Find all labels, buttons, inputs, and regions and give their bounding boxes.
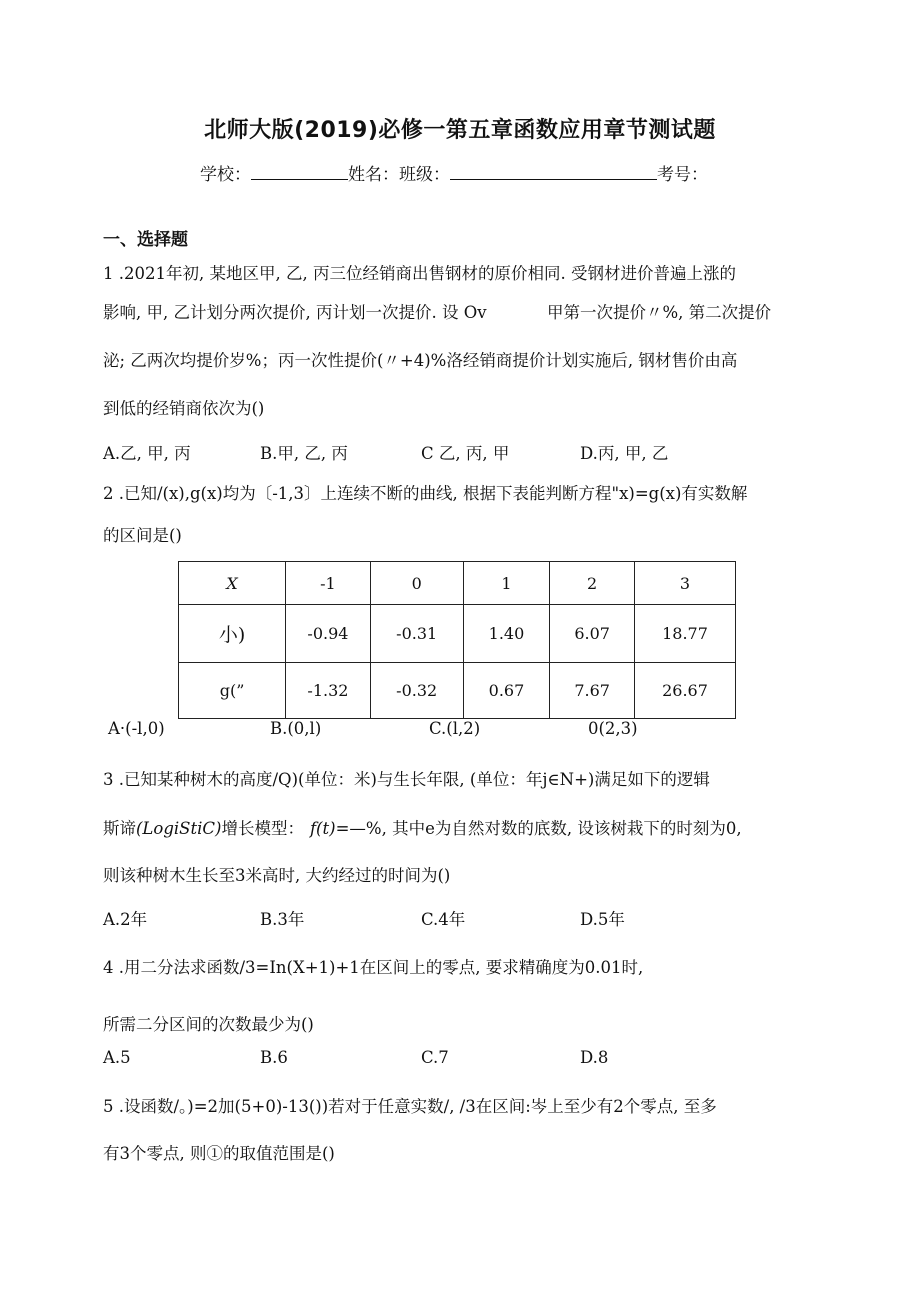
- q3-text: 斯谛: [103, 819, 136, 838]
- q4-option-c: C.7: [421, 1048, 449, 1067]
- q3-formula: f(t): [309, 819, 336, 838]
- table-cell: 小): [179, 605, 286, 663]
- q5-line1: 5 .设函数/。)=2加(5+0)-13())若对于任意实数/, /3在区间:岑上至少有2个零点, 至多: [103, 1097, 717, 1116]
- table-cell: 3: [634, 562, 735, 605]
- q3-option-d: D.5年: [580, 910, 625, 929]
- table-cell: 2: [550, 562, 635, 605]
- table-cell: -0.94: [286, 605, 371, 663]
- q3-model-name: (LogiStiC): [136, 819, 222, 838]
- q4-option-b: B.6: [260, 1048, 288, 1067]
- q1-line3: 泌; 乙两次均提价岁%；丙一次性提价(〃+4)%洛经销商提价计划实施后, 钢材售价由高: [103, 351, 738, 370]
- q3-line3: 则该种树木生长至3米高时, 大约经过的时间为(): [103, 866, 451, 885]
- q2-option-d: 0(2,3): [588, 719, 638, 738]
- table-row-f: [179, 605, 736, 663]
- name-class-label: 姓名：班级：: [348, 165, 450, 185]
- q1-option-a: A.乙, 甲, 丙: [103, 444, 191, 463]
- q2-option-c: C.(l,2): [429, 719, 481, 738]
- table-cell: 6.07: [550, 605, 635, 663]
- q3-option-c: C.4年: [421, 910, 466, 929]
- table-cell: 0: [370, 562, 463, 605]
- q1-option-c: C 乙, 丙, 甲: [421, 444, 510, 463]
- table-cell: -0.32: [370, 663, 463, 719]
- q3-option-b: B.3年: [260, 910, 305, 929]
- values-table: [178, 561, 736, 719]
- table-cell: -1: [286, 562, 371, 605]
- table-cell: 1: [463, 562, 550, 605]
- table-cell: 26.67: [634, 663, 735, 719]
- table-row-g: [179, 663, 736, 719]
- q1-option-d: D.丙, 甲, 乙: [580, 444, 669, 463]
- q1-line2a: 影响, 甲, 乙计划分两次提价, 丙计划一次提价. 设 Ov: [103, 303, 487, 322]
- table-cell: 7.67: [550, 663, 635, 719]
- table-cell: -0.31: [370, 605, 463, 663]
- table-cell: X: [179, 562, 286, 605]
- q1-line1: 1 .2021年初, 某地区甲, 乙, 丙三位经销商出售钢材的原价相同. 受钢材进价普遍上涨的: [103, 264, 736, 283]
- document-title: 北师大版(2019)必修一第五章函数应用章节测试题: [204, 118, 716, 143]
- q3-option-a: A.2年: [103, 910, 148, 929]
- q3-line1: 3 .已知某种树木的高度/Q)(单位：米)与生长年限, (单位：年j∈N+)满足如下的逻辑: [103, 770, 710, 789]
- q2-option-a: A·(-l,0): [108, 719, 165, 738]
- q3-line2: [103, 815, 742, 839]
- q1-line2b: 甲第一次提价〃%, 第二次提价: [547, 303, 772, 322]
- q4-option-a: A.5: [103, 1048, 131, 1067]
- q3-text: 增长模型：: [221, 819, 304, 838]
- q2-option-b: B.(0,l): [270, 719, 322, 738]
- q3-text: =—%, 其中e为自然对数的底数, 设该树栽下的时刻为0,: [335, 819, 742, 838]
- exam-number-label: 考号：: [657, 165, 708, 185]
- class-blank[interactable]: [450, 165, 657, 180]
- table-header-row: [179, 562, 736, 605]
- table-cell: g(”: [179, 663, 286, 719]
- table-cell: 1.40: [463, 605, 550, 663]
- q1-option-b: B.甲, 乙, 丙: [260, 444, 348, 463]
- q2-line2: 的区间是(): [103, 526, 182, 545]
- student-info-line: [200, 160, 708, 185]
- q4-line2: 所需二分区间的次数最少为(): [103, 1015, 314, 1034]
- school-blank[interactable]: [251, 165, 348, 180]
- q2-line1: 2 .已知/(x),g(x)均为〔-1,3〕上连续不断的曲线, 根据下表能判断方程"x)=g(x)有实数解: [103, 484, 748, 503]
- table-cell: -1.32: [286, 663, 371, 719]
- q5-line2: 有3个零点, 则①的取值范围是(): [103, 1144, 335, 1163]
- q1-line4: 到低的经销商依次为(): [103, 399, 265, 418]
- table-cell: 18.77: [634, 605, 735, 663]
- section-heading: 一、选择题: [103, 230, 188, 250]
- q4-line1: 4 .用二分法求函数/3=In(X+1)+1在区间上的零点, 要求精确度为0.01时,: [103, 958, 644, 977]
- q4-option-d: D.8: [580, 1048, 609, 1067]
- school-label: 学校：: [200, 165, 251, 185]
- table-cell: 0.67: [463, 663, 550, 719]
